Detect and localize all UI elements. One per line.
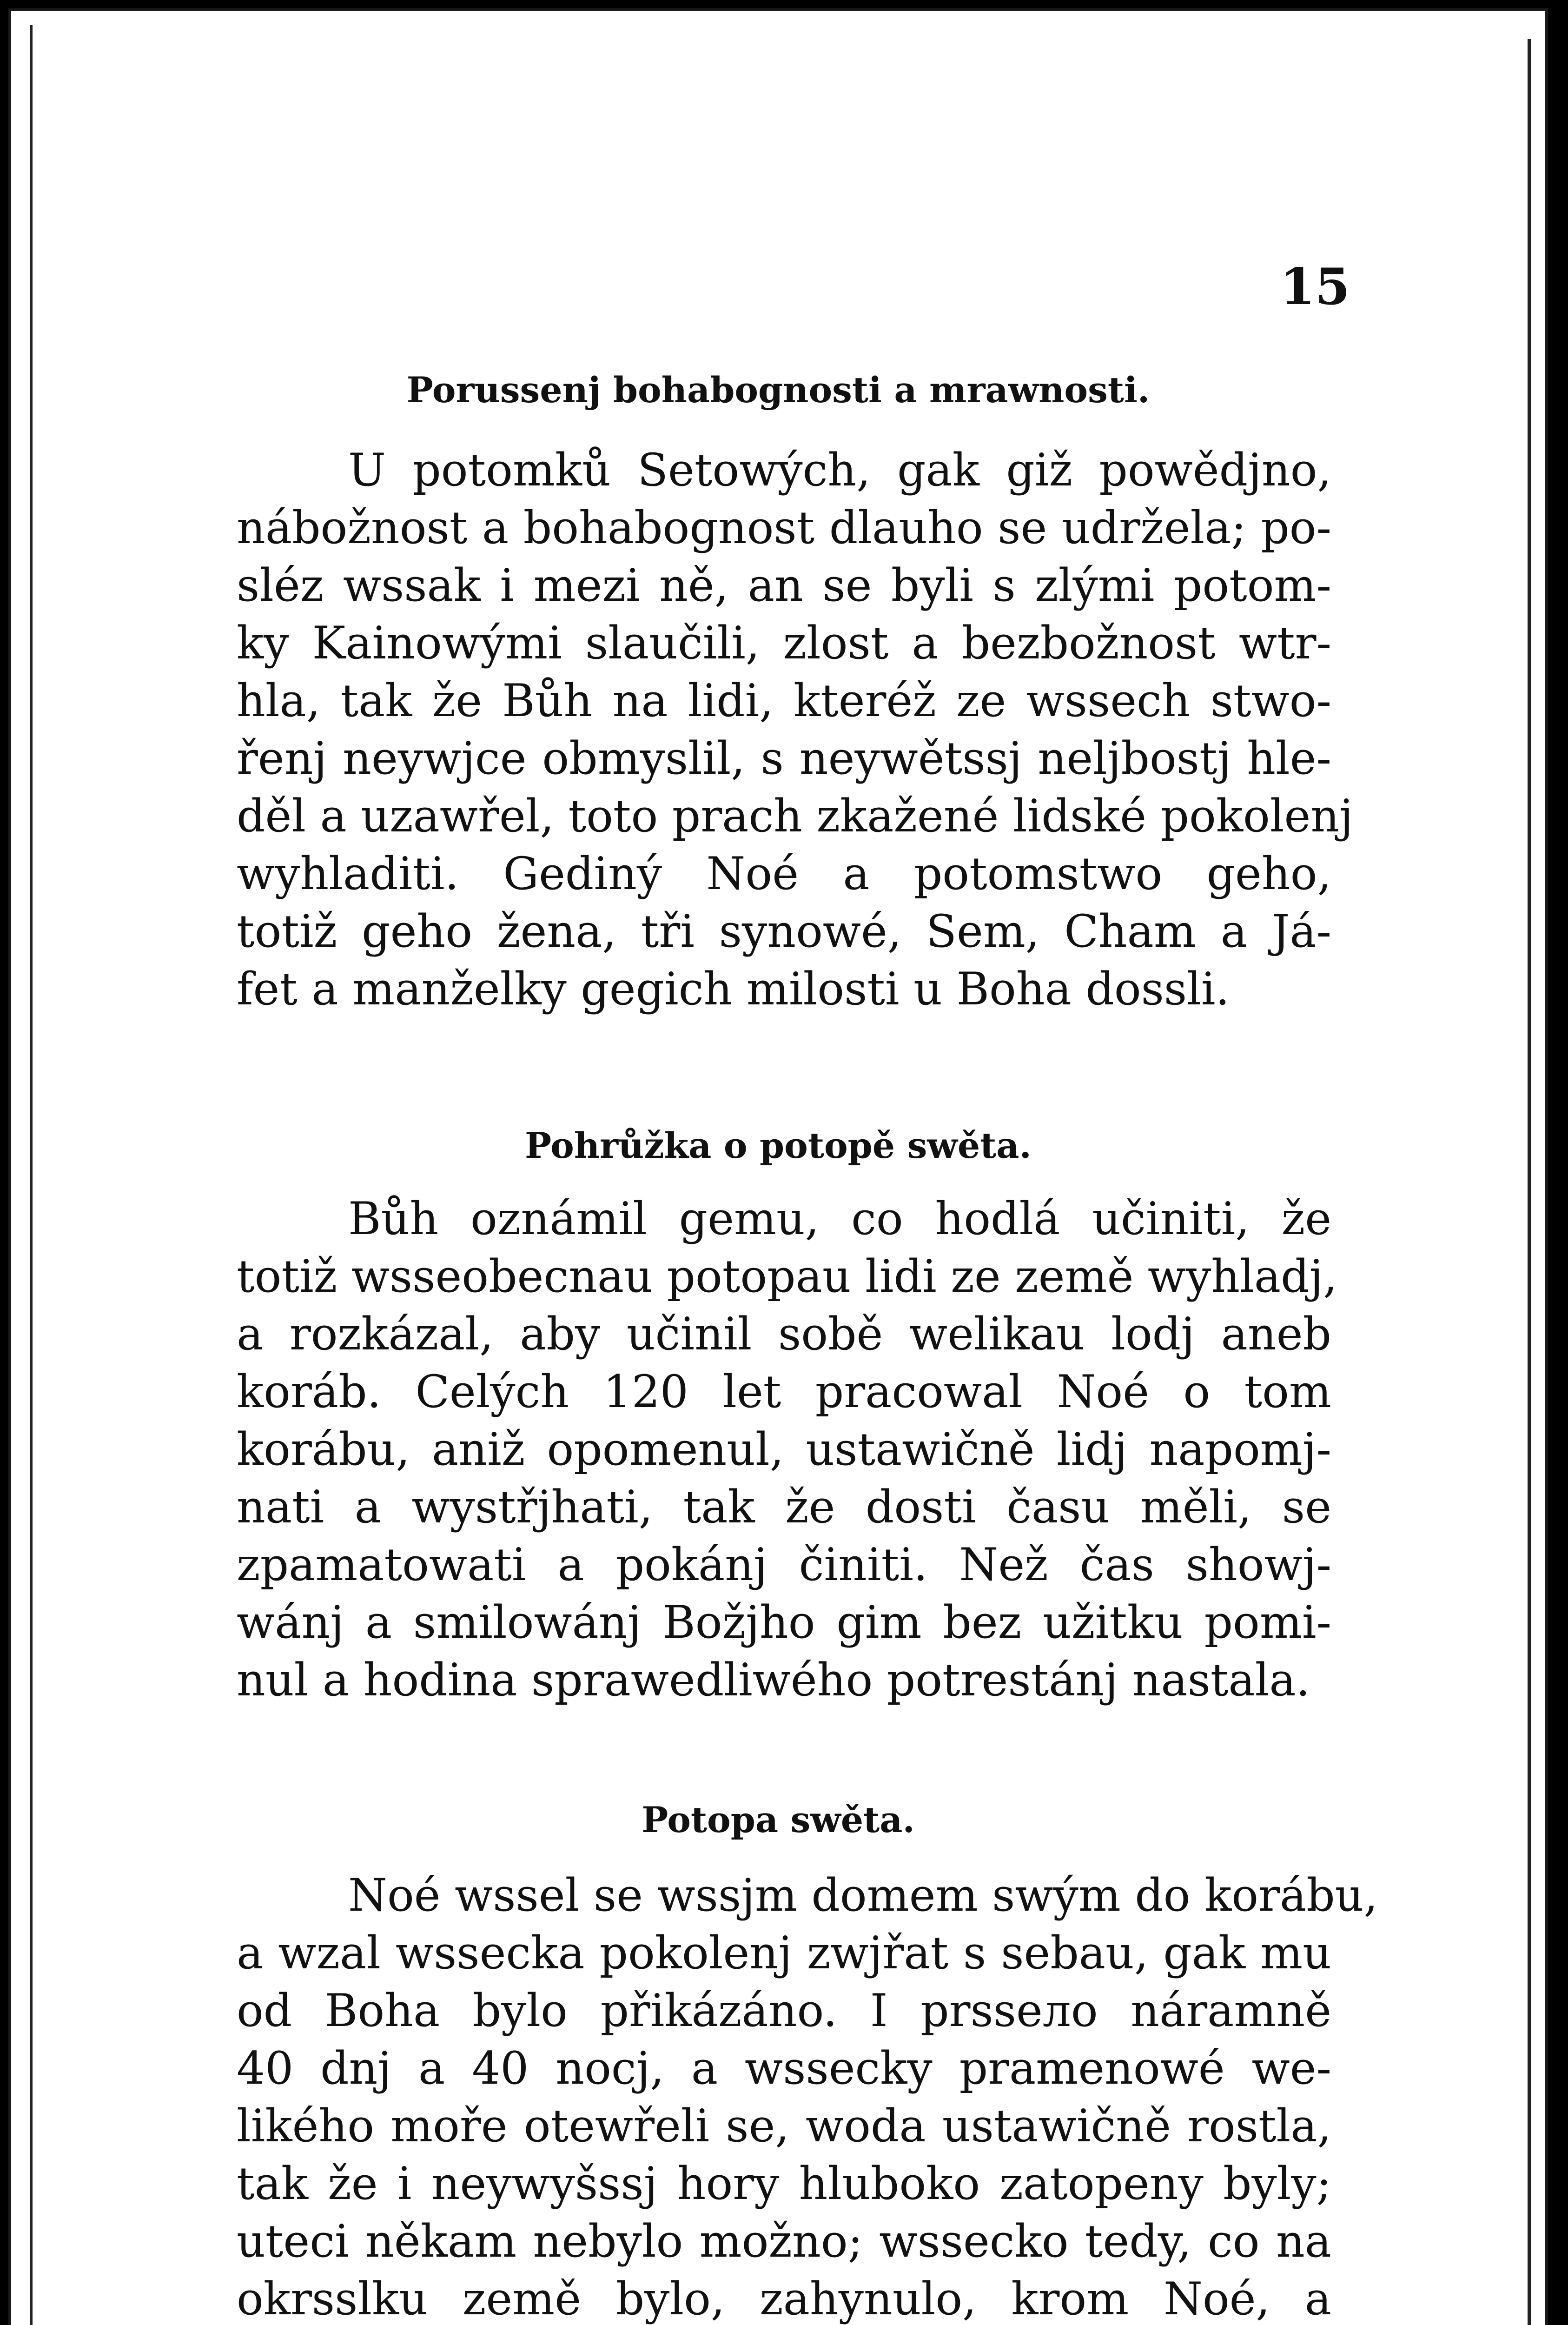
text-line: zpamatowati a pokánj činiti. Než čas showj-: [237, 1539, 1331, 1591]
paragraph-1: [237, 441, 1353, 1018]
page-number: 15: [1280, 258, 1350, 316]
text-line: okrsslku země bylo, zahynulo, krom Noé, a: [237, 2273, 1331, 2325]
text-line: nábožnost a bohabognost dlauho se udržela; po-: [237, 502, 1331, 554]
text-line: řenj neywjce obmyslil, s neywětssj neljbostj hle-: [237, 732, 1331, 784]
text-line: korábu, aniž opomenul, ustawičně lidj napomj-: [237, 1423, 1331, 1475]
text-line: tak že i neywyšssj hory hluboko zatopeny byly;: [237, 2158, 1331, 2210]
text-line: koráb. Celých 120 let pracowal Noé o tom: [237, 1366, 1331, 1418]
text-line: wánj a smilowánj Božjho gim bez užitku pomi-: [237, 1596, 1331, 1648]
text-line: od Boha bylo přikázáno. I prssело náramně: [237, 1985, 1331, 2037]
section-heading-1: Porussenj bohabognosti a mrawnosti.: [406, 369, 1150, 411]
paragraph-3: [237, 1867, 1378, 2325]
text-line: Bůh oznámil gemu, co hodlá učiniti, že: [348, 1193, 1331, 1245]
text-line: fet a manželky gegich milosti u Boha dossli.: [237, 963, 1230, 1015]
text-line: a wzal wssecka pokolenj zwjřat s sebau, gak mu: [237, 1927, 1331, 1979]
text-line: wyhladiti. Gediný Noé a potomstwo geho,: [237, 848, 1331, 900]
text-line: nati a wystřjhati, tak že dosti času měli, se: [237, 1481, 1331, 1533]
text-line: likého moře otewřeli se, woda ustawičně rostla,: [237, 2100, 1331, 2152]
text-line: hla, tak že Bůh na lidi, kteréž ze wssech stwo-: [237, 675, 1331, 727]
text-line: totiž geho žena, tři synowé, Sem, Cham a Já-: [237, 905, 1331, 957]
text-line: uteci někam nebylo možno; wssecko tedy, co na: [237, 2215, 1331, 2267]
text-line: nul a hodina sprawedliwého potrestánj nastala.: [237, 1654, 1310, 1706]
text-line: totiž wsseobecnau potopau lidi ze země wyhladj,: [237, 1250, 1337, 1302]
text-line: děl a uzawřel, toto prach zkažené lidské pokolenj: [237, 790, 1353, 842]
text-line: 40 dnj a 40 nocj, a wssecky pramenowé we-: [237, 2042, 1331, 2094]
book-page: [8, 8, 1548, 2325]
text-line: sléz wssak i mezi ně, an se byli s zlými potom-: [237, 559, 1331, 611]
paragraph-2: [237, 1190, 1337, 1709]
section-heading-2: Pohrůžka o potopě swěta.: [525, 1125, 1032, 1166]
section-heading-3: Potopa swěta.: [642, 1799, 915, 1840]
text-line: a rozkázal, aby učinil sobě welikau lodj aneb: [237, 1308, 1331, 1360]
text-line: Noé wssel se wssjm domem swým do korábu,: [348, 1869, 1378, 1921]
text-line: U potomků Setowých, gak giž powědjno,: [348, 444, 1331, 496]
text-line: ky Kainowými slaučili, zlost a bezbožnost wtr-: [237, 617, 1331, 669]
